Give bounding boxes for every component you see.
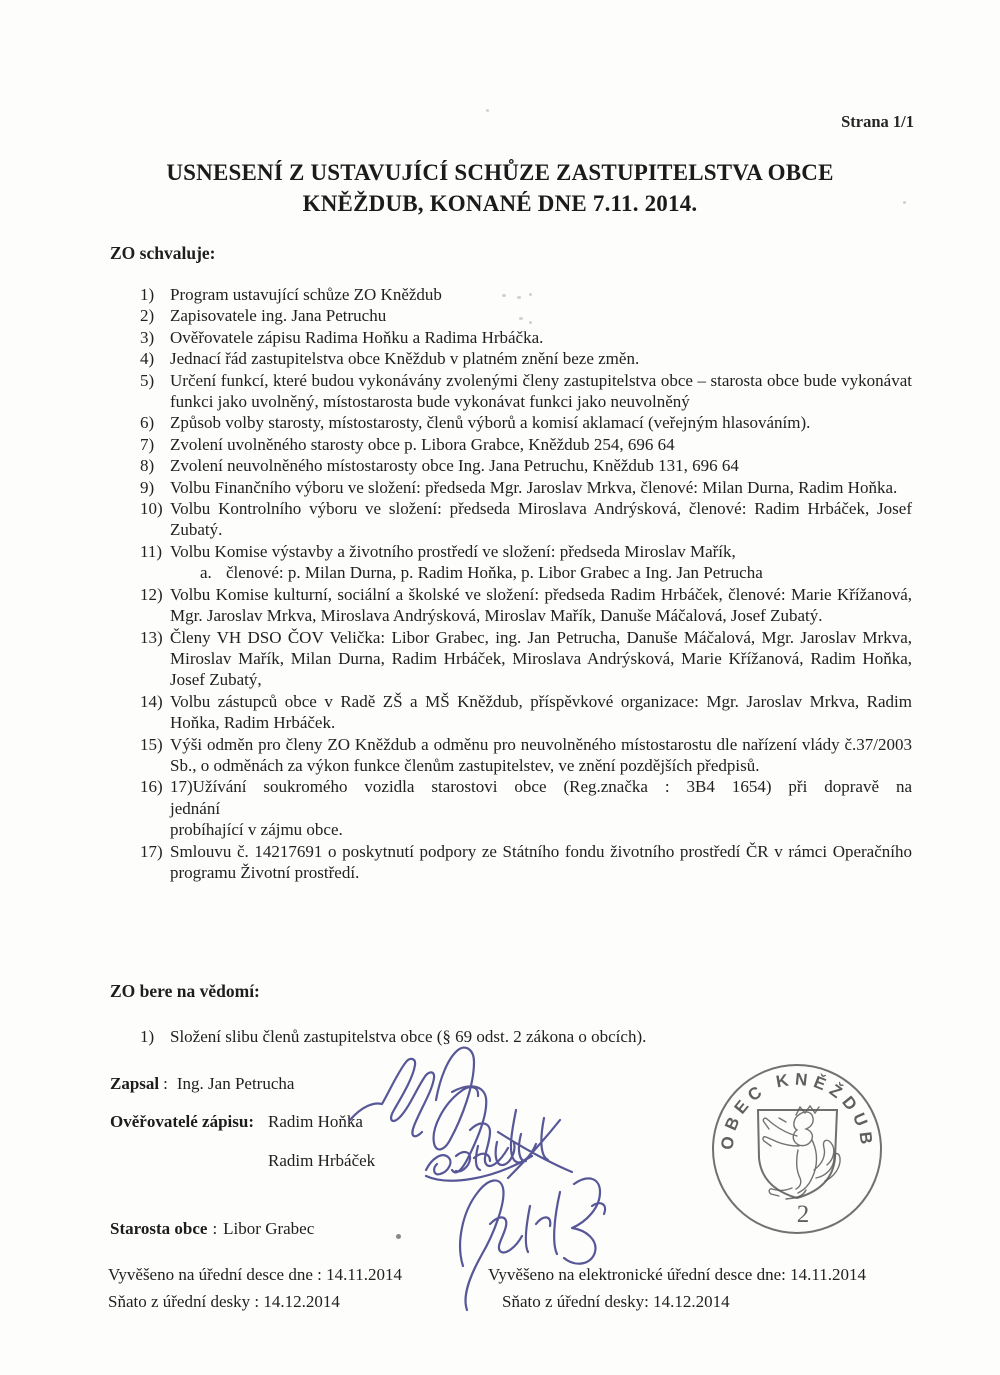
scan-speck <box>502 294 506 297</box>
item-text: Složení slibu členů zastupitelstva obce (§ 69 odst. 2 zákona o obcích). <box>170 1027 647 1046</box>
list-item <box>140 327 912 348</box>
list-item <box>140 284 912 305</box>
stamp-lion-emblem <box>763 1106 840 1199</box>
list-item <box>140 305 912 326</box>
item-number: 11) <box>140 541 163 561</box>
item-text: Ověřovatele zápisu Radima Hoňku a Radima Hrbáčka. <box>170 327 544 347</box>
item-text: 17)Užívání soukromého vozidla starostovi obce (Reg.značka : 3B4 1654) při dopravě na <box>170 777 912 797</box>
list-item <box>140 691 912 734</box>
item-number: 17) <box>140 841 163 861</box>
item-text: Určení funkcí, které budou vykonávány zvolenými členy zastupitelstva obce – starosta obce bude vykonávat funkci jako uvolněný, místostarosta bude vykonávat funkci jako neuvolněný <box>170 370 912 412</box>
item-text: Volbu zástupců obce v Radě ZŠ a MŠ Kněždub, příspěvkové organizace: Mgr. Jaroslav Mrkva, Radim Hoňka, Radim Hrbáček. <box>170 691 912 733</box>
list-item <box>140 412 912 433</box>
signature-hrbacek <box>426 1134 532 1181</box>
list-item <box>140 841 912 884</box>
section-heading-acknowledges: ZO bere na vědomí: <box>110 981 260 1001</box>
item-number: 9) <box>140 477 155 497</box>
scan-speck <box>396 1234 401 1239</box>
item-text: Volbu Komise výstavby a životního prostředí ve složení: předseda Miroslav Mařík, <box>170 541 736 561</box>
mayor-label: Starosta obce <box>110 1219 208 1238</box>
item-number: 12) <box>140 584 163 604</box>
item-text: Program ustavující schůze ZO Kněždub <box>170 285 442 304</box>
list-item <box>140 455 912 476</box>
item-sub-line <box>140 562 912 583</box>
list-item <box>140 1026 912 1047</box>
sub-item-label: a. <box>200 563 212 583</box>
item-text: Způsob volby starosty, místostarosty, členů výborů a komisí aklamací (veřejným hlasováním). <box>170 413 811 433</box>
stamp-ring-text: OBEC KNĚŽDUB <box>717 1069 877 1151</box>
verifier-2-name: Radim Hrbáček <box>268 1151 376 1170</box>
title-line-1: USNESENÍ Z USTAVUJÍCÍ SCHŮZE ZASTUPITELSTVA OBCE <box>166 160 834 185</box>
verifier-1-name: Radim Hoňka <box>268 1112 363 1131</box>
acknowledges-list <box>140 1026 912 1047</box>
verifiers-label: Ověřovatelé zápisu: <box>110 1112 254 1131</box>
list-item <box>140 348 912 369</box>
item-number: 5) <box>140 370 155 390</box>
posting-dates-left <box>108 1262 402 1315</box>
recorded-by-colon: : <box>163 1074 168 1093</box>
item-extra-line: jednání <box>170 798 221 818</box>
list-item <box>140 776 912 840</box>
item-extra-line: probíhající v zájmu obce. <box>170 820 343 840</box>
item-number: 16) <box>140 777 163 797</box>
item-text: Jednací řád zastupitelstva obce Kněždub v platném znění beze změn. <box>170 349 640 369</box>
list-item <box>140 477 912 498</box>
item-number: 6) <box>140 413 155 433</box>
scan-speck <box>517 296 521 299</box>
item-number: 7) <box>140 434 155 454</box>
mayor-colon: : <box>212 1219 218 1238</box>
document-title <box>0 157 1000 219</box>
removed-date-line-electronic: Sňato z úřední desky: 14.12.2014 <box>502 1291 730 1311</box>
signature-petrucha <box>350 1048 478 1150</box>
item-text: Členy VH DSO ČOV Velička: Libor Grabec, ing. Jan Petrucha, Danuše Máčalová, Mgr. Jaroslav Mrkva, Miroslav Mařík, Milan Durna, Radim Hrbáček, Miroslava Andrýsková, Marie Křížanová, Radim Hoňka, Josef Zubatý, <box>170 627 912 690</box>
item-text: Zapisovatele ing. Jana Petruchu <box>170 306 387 326</box>
posted-date-line-electronic: Vyvěšeno na elektronické úřední desce dne: 14.11.2014 <box>488 1265 866 1284</box>
item-number: 1) <box>140 1027 155 1046</box>
item-text: Volbu Komise kulturní, sociální a školské ve složení: předseda Radim Hrbáček, členové: Marie Křížanová, Mgr. Jaroslav Mrkva, Miroslava Andrýsková, Miroslav Mařík, Danuše Máčalová, Josef Zubatý. <box>170 584 912 626</box>
list-item <box>140 498 912 541</box>
item-text: Zvolení uvolněného starosty obce p. Libora Grabce, Kněždub 254, 696 64 <box>170 434 675 454</box>
recorded-by-line <box>110 1074 294 1094</box>
scan-speck <box>519 317 523 320</box>
posted-date-line: Vyvěšeno na úřední desce dne : 14.11.2014 <box>108 1265 402 1284</box>
mayor-name: Libor Grabec <box>223 1219 315 1238</box>
item-number: 10) <box>140 499 163 519</box>
signature-honka <box>452 1086 572 1178</box>
list-item <box>140 734 912 777</box>
list-item <box>140 541 912 584</box>
item-number: 1) <box>140 285 155 304</box>
item-text: Výši odměn pro členy ZO Kněždub a odměnu pro neuvolněného místostarostu dle nařízení vlády č.37/2003 Sb., o odměnách za výkon funkce členům zastupitelstev, ve znění pozdějších předpisů. <box>170 734 912 775</box>
item-text: Volbu Kontrolního výboru ve složení: předseda Miroslava Andrýsková, členové: Radim Hrbáček, Josef Zubatý. <box>170 499 912 540</box>
stamp-number: 2 <box>796 1201 810 1228</box>
sub-item-text: členové: p. Milan Durna, p. Radim Hoňka, p. Libor Grabec a Ing. Jan Petrucha <box>226 563 763 583</box>
item-text: Volbu Finančního výboru ve složení: předseda Mgr. Jaroslav Mrkva, členové: Milan Durna, Radim Hoňka. <box>170 477 898 497</box>
item-number: 14) <box>140 691 163 711</box>
official-stamp <box>700 1050 900 1250</box>
section-heading-approves: ZO schvaluje: <box>110 243 216 263</box>
title-line-2: KNĚŽDUB, KONANÉ DNE 7.11. 2014. <box>302 191 698 216</box>
scan-speck <box>486 109 489 112</box>
list-item <box>140 434 912 455</box>
mayor-line <box>110 1219 314 1239</box>
scan-speck <box>529 321 532 324</box>
scan-speck <box>903 201 906 204</box>
item-number: 13) <box>140 627 163 647</box>
list-item <box>140 584 912 627</box>
scan-speck <box>529 293 532 296</box>
item-number: 2) <box>140 306 155 326</box>
item-text: Smlouvu č. 14217691 o poskytnutí podpory ze Státního fondu životního prostředí ČR v rámci Operačního programu Životní prostředí. <box>170 841 912 882</box>
stamp-outer-ring <box>713 1065 881 1233</box>
list-item <box>140 627 912 691</box>
item-text: Zvolení neuvolněného místostarosty obce Ing. Jana Petruchu, Kněždub 131, 696 64 <box>170 456 739 476</box>
recorded-by-label: Zapsal <box>110 1074 160 1093</box>
item-number: 15) <box>140 734 163 754</box>
stamp-shield <box>758 1110 837 1198</box>
verifiers-line <box>110 1112 363 1132</box>
approves-list <box>140 284 912 883</box>
item-number: 4) <box>140 349 155 369</box>
recorded-by-name: Ing. Jan Petrucha <box>176 1074 295 1093</box>
posting-dates-right <box>488 1262 866 1315</box>
removed-date-line: Sňato z úřední desky : 14.12.2014 <box>108 1291 340 1311</box>
list-item <box>140 370 912 413</box>
item-number: 8) <box>140 456 155 476</box>
item-number: 3) <box>140 327 155 347</box>
page-number: Strana 1/1 <box>841 112 914 131</box>
